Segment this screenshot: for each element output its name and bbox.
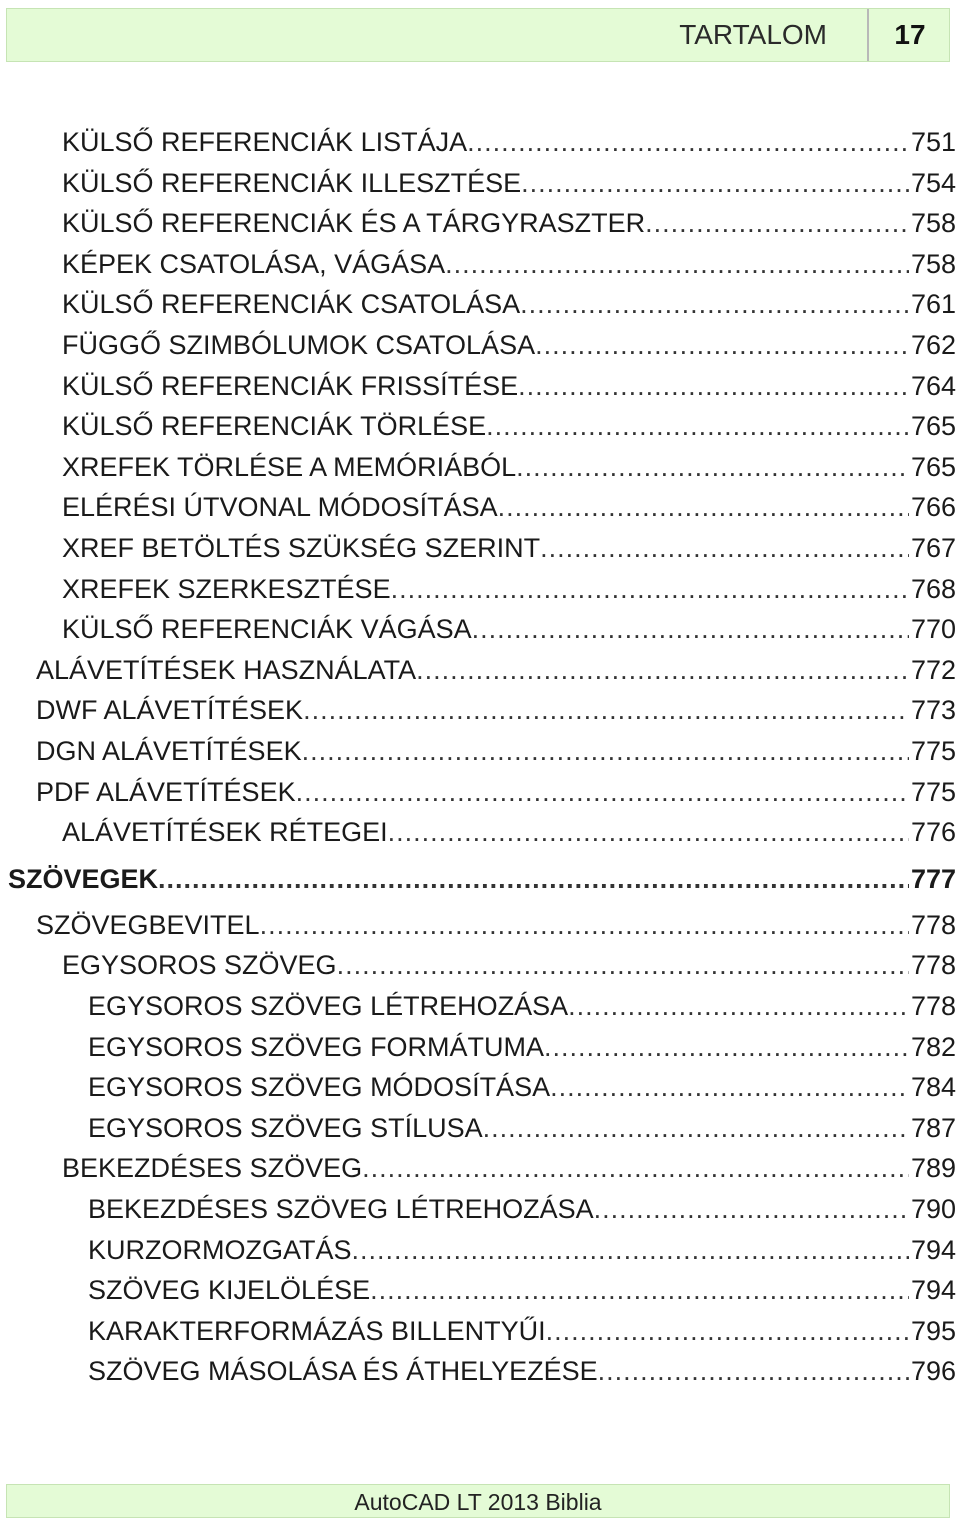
toc-dot-leader — [352, 1230, 909, 1270]
toc-dot-leader — [540, 528, 909, 568]
footer-book-title: AutoCAD LT 2013 Biblia — [354, 1489, 602, 1515]
toc-entry[interactable] — [62, 528, 956, 568]
toc-entry-title: KÜLSŐ REFERENCIÁK FRISSÍTÉSE — [62, 370, 519, 401]
toc-entry[interactable] — [62, 163, 956, 203]
toc-entry-title: SZÖVEG MÁSOLÁSA ÉS ÁTHELYEZÉSE — [88, 1356, 598, 1387]
toc-dot-leader — [520, 284, 909, 324]
toc-entry[interactable] — [36, 650, 956, 690]
toc-dot-leader — [550, 1067, 909, 1107]
toc-entry-page: 764 — [910, 370, 956, 401]
toc-dot-leader — [594, 1189, 909, 1229]
toc-entry-title: XREF BETÖLTÉS SZÜKSÉG SZERINT — [62, 533, 541, 563]
toc-entry-title: SZÖVEGBEVITEL — [36, 909, 260, 940]
toc-entry-title: XREFEK TÖRLÉSE A MEMÓRIÁBÓL — [62, 451, 517, 482]
toc-entry[interactable] — [62, 569, 956, 609]
toc-entry[interactable] — [88, 1027, 956, 1067]
toc-entry[interactable] — [36, 731, 956, 771]
toc-entry-title: KÜLSŐ REFERENCIÁK VÁGÁSA — [62, 614, 472, 645]
toc-entry-page: 784 — [910, 1072, 956, 1103]
toc-entry-page: 751 — [910, 127, 956, 157]
toc-dot-leader — [303, 690, 909, 730]
toc-entry-title: SZÖVEG KIJELÖLÉSE — [88, 1275, 371, 1306]
toc-dot-leader — [416, 650, 909, 690]
toc-entry[interactable] — [88, 1067, 956, 1107]
toc-dot-leader — [568, 986, 909, 1026]
toc-entry-title: PDF ALÁVETÍTÉSEK — [36, 776, 296, 807]
toc-entry-page: 772 — [910, 654, 956, 685]
toc-entry-title: EGYSOROS SZÖVEG MÓDOSÍTÁSA — [88, 1072, 551, 1103]
toc-dot-leader — [370, 1270, 909, 1310]
toc-entry-title: KURZORMOZGATÁS — [88, 1234, 352, 1265]
toc-dot-leader — [388, 812, 909, 852]
toc-dot-leader — [472, 609, 909, 649]
toc-entry-title: SZÖVEGEK — [8, 863, 159, 894]
toc-entry-title: EGYSOROS SZÖVEG LÉTREHOZÁSA — [88, 991, 569, 1021]
toc-entry-page: 790 — [910, 1194, 956, 1224]
toc-entry-page: 775 — [910, 776, 956, 807]
toc-dot-leader — [467, 122, 909, 162]
toc-entry-title: KÜLSŐ REFERENCIÁK LISTÁJA — [62, 127, 468, 157]
toc-entry[interactable] — [36, 905, 956, 945]
toc-entry-title: FÜGGŐ SZIMBÓLUMOK CSATOLÁSA — [62, 330, 536, 360]
toc-entry-page: 758 — [910, 248, 956, 279]
toc-entry[interactable] — [88, 1230, 956, 1270]
toc-entry[interactable] — [62, 812, 956, 852]
toc-entry[interactable] — [62, 244, 956, 284]
page-header — [6, 8, 950, 62]
toc-entry-page: 775 — [910, 736, 956, 766]
toc-dot-leader — [483, 1108, 909, 1148]
toc-entry[interactable] — [8, 859, 956, 899]
toc-entry-page: 778 — [910, 991, 956, 1021]
toc-entry-page: 766 — [910, 492, 956, 523]
toc-entry-page: 765 — [910, 411, 956, 442]
toc-dot-leader — [535, 325, 909, 365]
toc-entry[interactable] — [62, 325, 956, 365]
toc-dot-leader — [518, 366, 909, 406]
toc-dot-leader — [391, 569, 909, 609]
toc-entry-page: 795 — [910, 1315, 956, 1346]
toc-entry-title: XREFEK SZERKESZTÉSE — [62, 573, 391, 604]
toc-entry-title: KÜLSŐ REFERENCIÁK ILLESZTÉSE — [62, 167, 522, 198]
toc-entry[interactable] — [62, 609, 956, 649]
toc-entry-page: 789 — [910, 1153, 956, 1184]
toc-entry-page: 773 — [910, 695, 956, 726]
toc-dot-leader — [546, 1311, 909, 1351]
toc-entry[interactable] — [62, 487, 956, 527]
toc-dot-leader — [296, 772, 909, 812]
toc-entry[interactable] — [62, 366, 956, 406]
toc-entry[interactable] — [88, 1189, 956, 1229]
header-page-number: 17 — [894, 19, 926, 50]
toc-dot-leader — [544, 1027, 909, 1067]
toc-entry-title: EGYSOROS SZÖVEG FORMÁTUMA — [88, 1031, 545, 1062]
toc-dot-leader — [302, 731, 909, 771]
toc-dot-leader — [598, 1351, 909, 1391]
toc-entry[interactable] — [88, 1270, 956, 1310]
toc-dot-leader — [521, 163, 909, 203]
toc-entry-page: 796 — [910, 1356, 956, 1387]
toc-entry-title: DWF ALÁVETÍTÉSEK — [36, 695, 304, 726]
toc-entry-page: 768 — [910, 573, 956, 604]
toc-entry-page: 754 — [910, 167, 956, 198]
toc-dot-leader — [337, 945, 909, 985]
toc-dot-leader — [498, 487, 909, 527]
toc-entry[interactable] — [62, 447, 956, 487]
toc-entry-page: 778 — [910, 909, 956, 940]
toc-entry-page: 761 — [910, 289, 956, 320]
toc-entry[interactable] — [88, 1108, 956, 1148]
toc-entry[interactable] — [62, 406, 956, 446]
toc-entry-title: ELÉRÉSI ÚTVONAL MÓDOSÍTÁSA — [62, 492, 498, 523]
toc-entry-page: 794 — [910, 1234, 956, 1265]
toc-dot-leader — [158, 859, 909, 899]
header-title: TARTALOM — [679, 19, 827, 50]
toc-entry-title: KARAKTERFORMÁZÁS BILLENTYŰI — [88, 1315, 546, 1346]
toc-entry-page: 762 — [910, 330, 956, 360]
toc-entry[interactable] — [36, 690, 956, 730]
toc-entry-page: 778 — [910, 950, 956, 981]
toc-dot-leader — [260, 905, 909, 945]
toc-entry[interactable] — [62, 945, 956, 985]
toc-entry[interactable] — [88, 1311, 956, 1351]
page-footer — [6, 1484, 950, 1518]
toc-entry-title: EGYSOROS SZÖVEG — [62, 950, 337, 981]
toc-entry-title: ALÁVETÍTÉSEK HASZNÁLATA — [36, 654, 417, 685]
toc-entry-page: 794 — [910, 1275, 956, 1306]
toc-entry[interactable] — [36, 772, 956, 812]
toc-dot-leader — [362, 1148, 909, 1188]
toc-entry[interactable] — [88, 1351, 956, 1391]
toc-entry-title: KÜLSŐ REFERENCIÁK TÖRLÉSE — [62, 411, 487, 442]
toc-entry-page: 765 — [910, 451, 956, 482]
toc-entry-page: 758 — [910, 208, 956, 239]
toc-entry-page: 767 — [910, 533, 956, 563]
toc-entry[interactable] — [62, 122, 956, 162]
toc-entry-page: 777 — [910, 863, 956, 894]
toc-entry-page: 770 — [910, 614, 956, 645]
toc-entry[interactable] — [62, 284, 956, 324]
toc-entry-title: ALÁVETÍTÉSEK RÉTEGEI — [62, 817, 388, 848]
toc-dot-leader — [645, 203, 909, 243]
toc-dot-leader — [486, 406, 909, 446]
toc-dot-leader — [445, 244, 909, 284]
toc-entry[interactable] — [62, 203, 956, 243]
toc-entry-title: KÜLSŐ REFERENCIÁK CSATOLÁSA — [62, 289, 521, 320]
toc-entry-title: BEKEZDÉSES SZÖVEG LÉTREHOZÁSA — [88, 1194, 594, 1224]
toc-entry-title: DGN ALÁVETÍTÉSEK — [36, 736, 302, 766]
toc-entry-title: BEKEZDÉSES SZÖVEG — [62, 1153, 363, 1184]
toc-entry[interactable] — [88, 986, 956, 1026]
toc-entry-title: EGYSOROS SZÖVEG STÍLUSA — [88, 1112, 483, 1143]
toc-entry-page: 782 — [910, 1031, 956, 1062]
toc-entry[interactable] — [62, 1148, 956, 1188]
toc-entry-title: KÜLSŐ REFERENCIÁK ÉS A TÁRGYRASZTER — [62, 208, 646, 239]
toc-entry-page: 787 — [910, 1112, 956, 1143]
toc-dot-leader — [516, 447, 909, 487]
toc-entry-title: KÉPEK CSATOLÁSA, VÁGÁSA — [62, 248, 446, 279]
toc-entry-page: 776 — [910, 817, 956, 848]
